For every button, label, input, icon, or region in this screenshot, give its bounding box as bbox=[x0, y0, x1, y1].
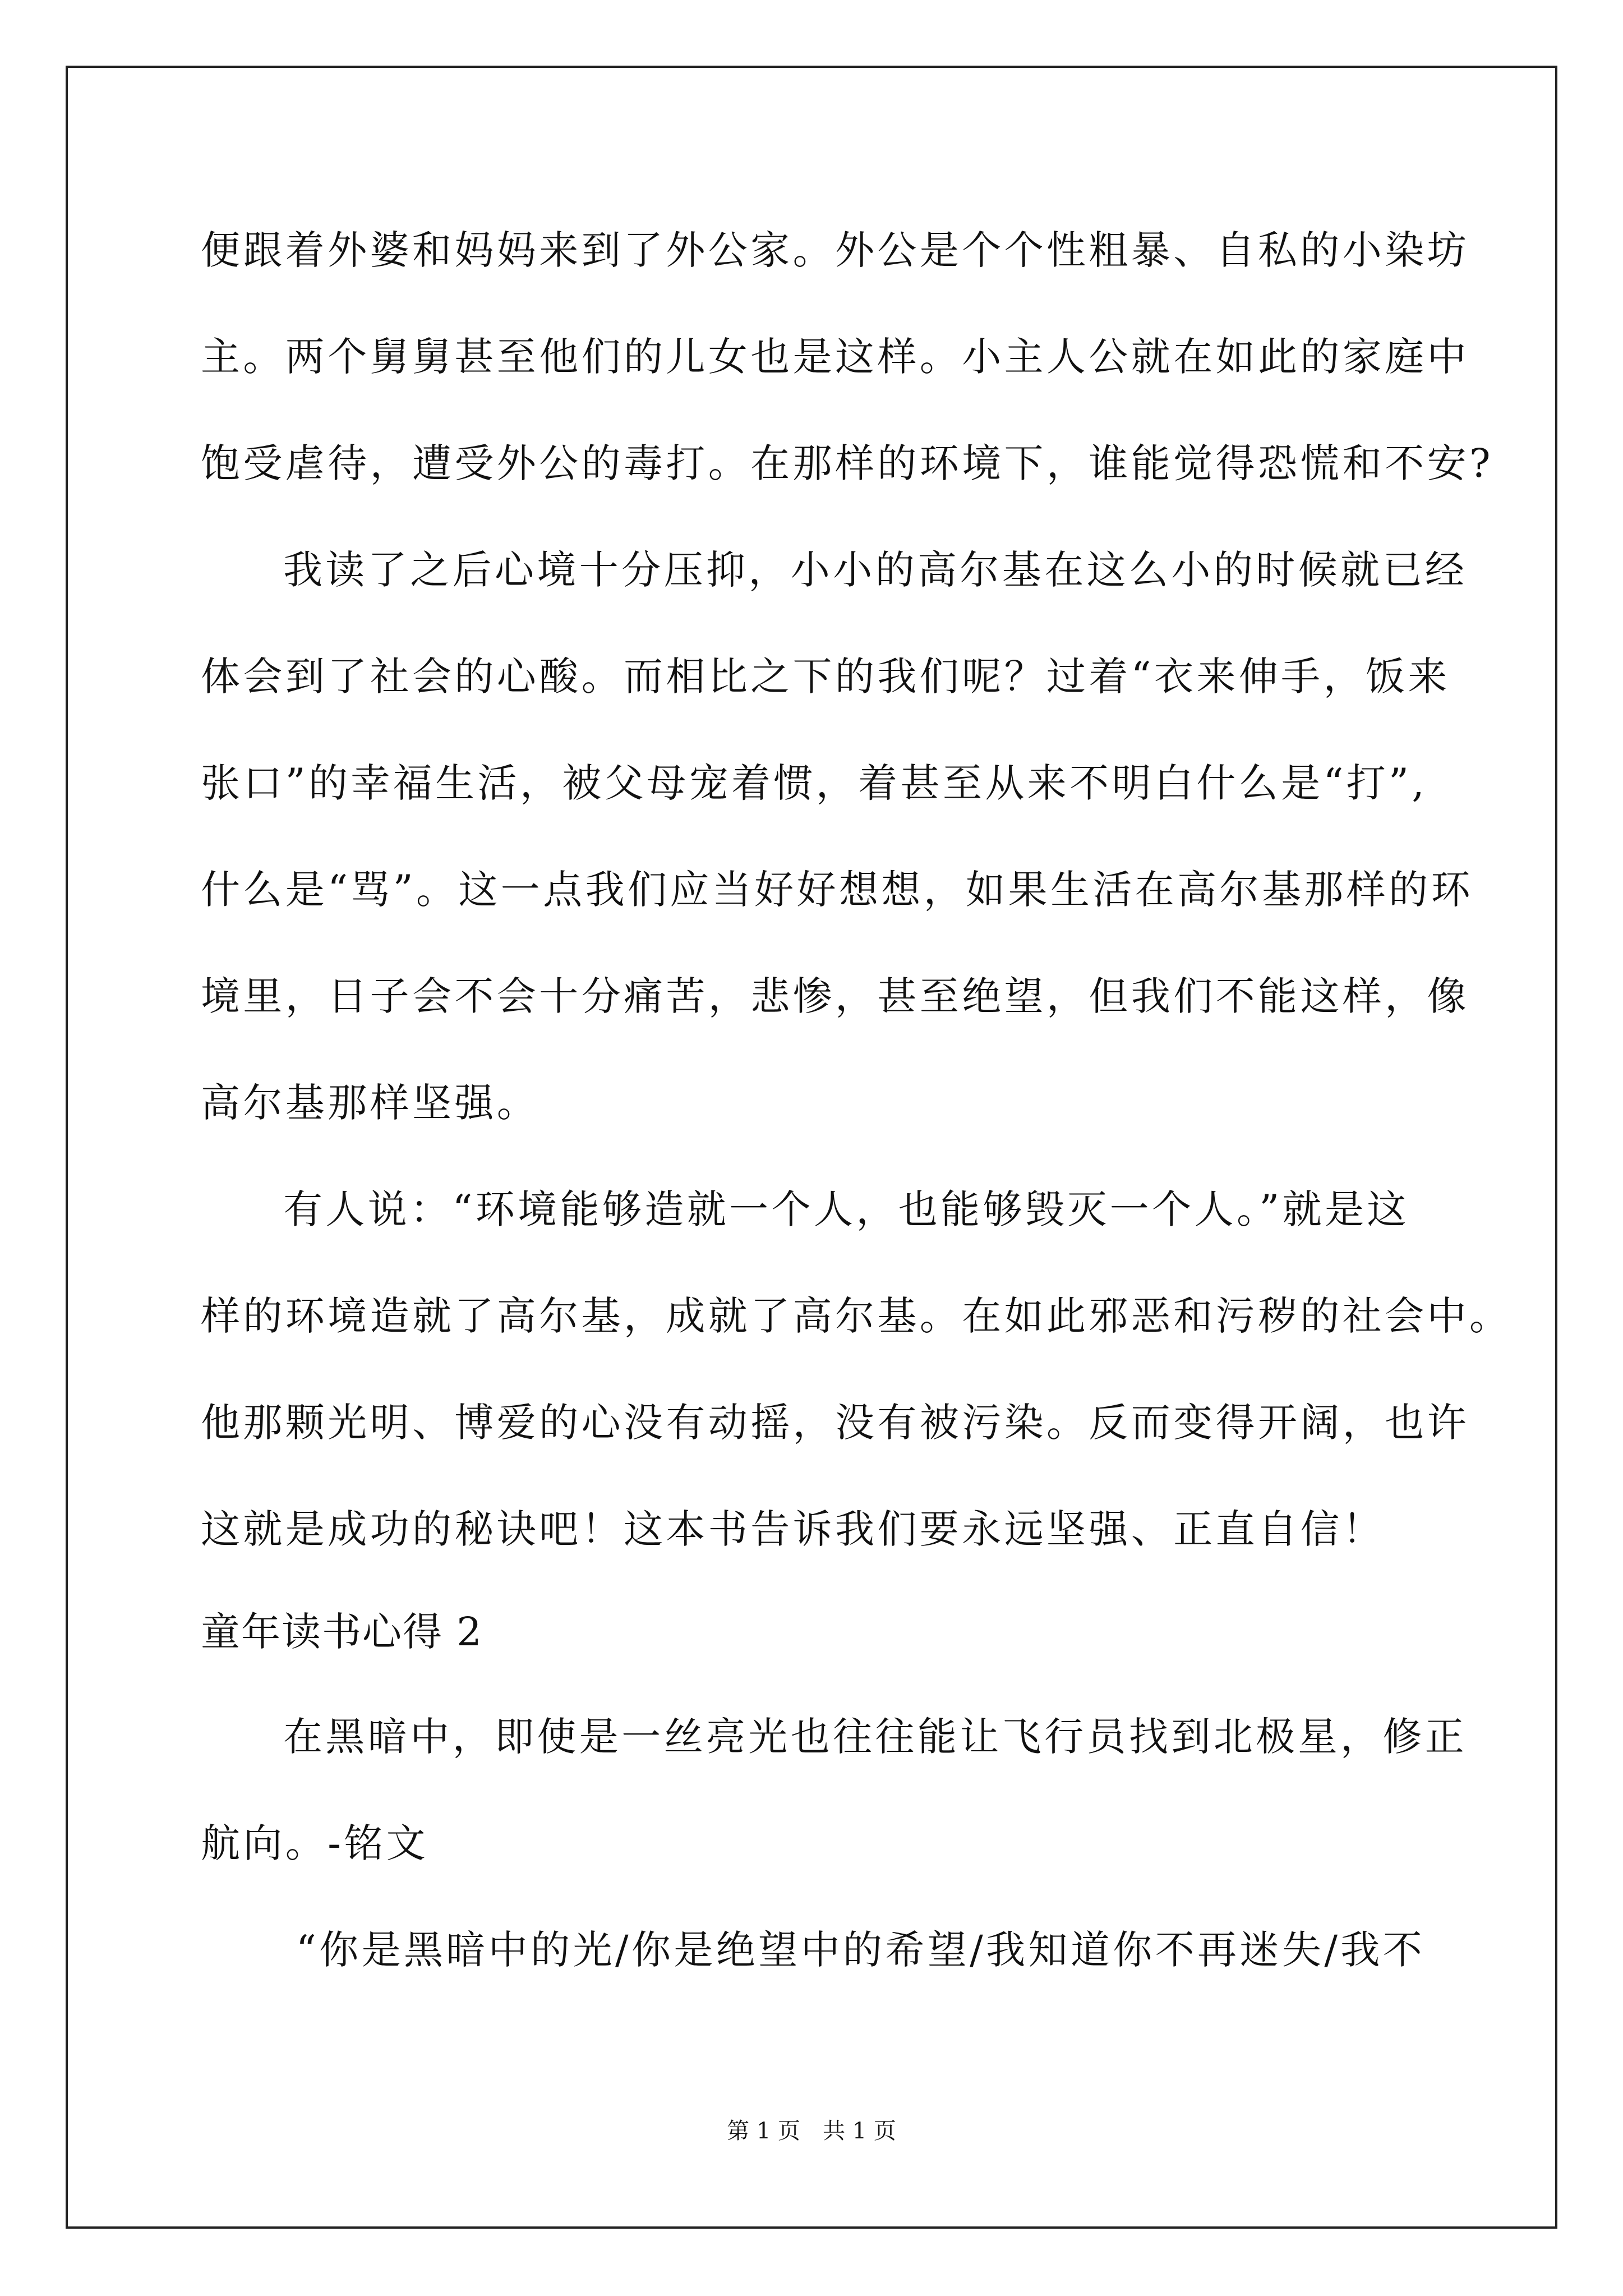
paragraph-line: “你是黑暗中的光/你是绝望中的希望/我知道你不再迷失/我不 bbox=[296, 1927, 1426, 1973]
paragraph-line: 什么是“骂”。这一点我们应当好好想想，如果生活在高尔基那样的环 bbox=[201, 867, 1473, 913]
section-heading: 童年读书心得 2 bbox=[201, 1609, 483, 1655]
paragraph-line: 张口”的幸福生活，被父母宠着惯，着甚至从来不明白什么是“打”, bbox=[201, 760, 1428, 806]
paragraph-line: 便跟着外婆和妈妈来到了外公家。外公是个个性粗暴、自私的小染坊 bbox=[201, 227, 1469, 273]
paragraph-line: 样的环境造就了高尔基，成就了高尔基。在如此邪恶和污秽的社会中。 bbox=[201, 1293, 1512, 1339]
paragraph-line: 我读了之后心境十分压抑，小小的高尔基在这么小的时候就已经 bbox=[283, 547, 1468, 593]
paragraph-line: 境里，日子会不会十分痛苦，悲惨，甚至绝望，但我们不能这样，像 bbox=[201, 973, 1469, 1019]
page-border bbox=[66, 66, 1557, 2229]
paragraph-line: 有人说：“环境能够造就一个人，也能够毁灭一个人。”就是这 bbox=[283, 1186, 1409, 1232]
paragraph-line: 在黑暗中，即使是一丝亮光也往往能让飞行员找到北极星，修正 bbox=[283, 1714, 1468, 1760]
paragraph-line: 这就是成功的秘诀吧！这本书告诉我们要永远坚强、正直自信！ bbox=[201, 1506, 1385, 1552]
paragraph-line: 饱受虐待，遭受外公的毒打。在那样的环境下，谁能觉得恐慌和不安? bbox=[201, 440, 1493, 486]
paragraph-line: 体会到了社会的心酸。而相比之下的我们呢？过着“衣来伸手，饭来 bbox=[201, 654, 1450, 700]
page-number: 第 1 页 bbox=[727, 2118, 800, 2144]
paragraph-line: 主。两个舅舅甚至他们的儿女也是这样。小主人公就在如此的家庭中 bbox=[201, 334, 1469, 380]
paragraph-line: 他那颗光明、博爱的心没有动摇，没有被污染。反而变得开阔，也许 bbox=[201, 1400, 1469, 1446]
paragraph-line: 航向。-铭文 bbox=[201, 1820, 429, 1866]
paragraph-line: 高尔基那样坚强。 bbox=[201, 1080, 540, 1126]
page-total: 共 1 页 bbox=[823, 2118, 896, 2144]
page-footer bbox=[0, 2119, 1623, 2143]
